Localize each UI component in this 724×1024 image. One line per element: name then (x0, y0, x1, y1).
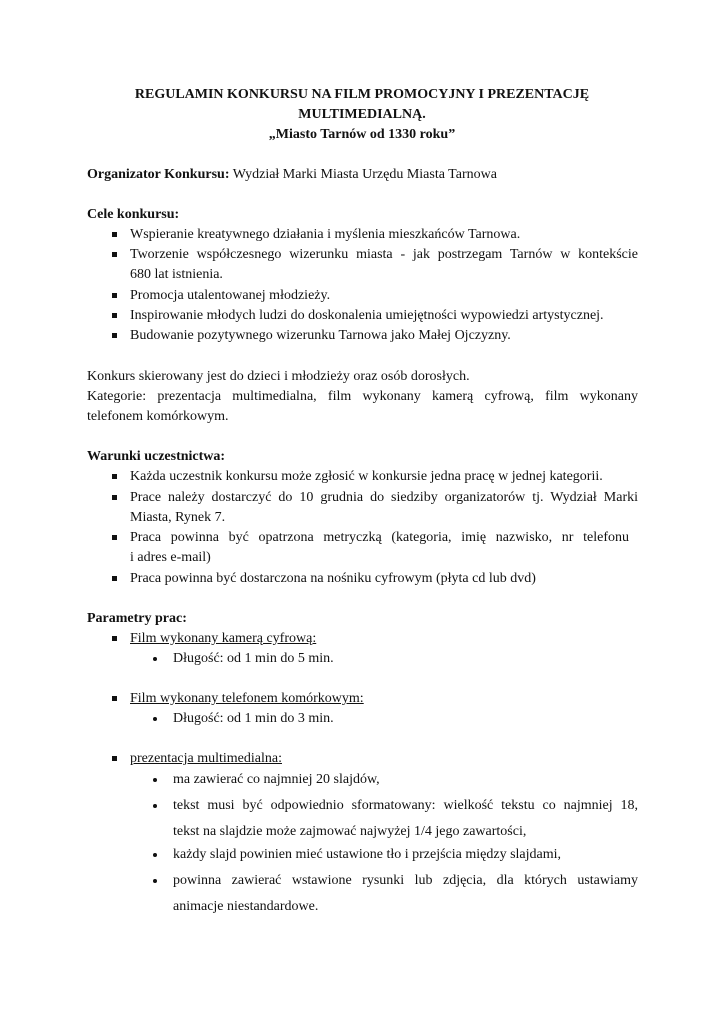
bullet-square-icon (112, 696, 117, 701)
phone-film-label: Film wykonany telefonem komórkowym: (130, 691, 364, 706)
condition-item-continuation: i adres e-mail) (130, 550, 211, 565)
condition-item: Prace należy dostarczyć do 10 grudnia do siedziby organizatorów tj. Wydział Marki (130, 490, 638, 505)
bullet-square-icon (112, 333, 117, 338)
bullet-square-icon (112, 313, 117, 318)
bullet-dot-icon (153, 717, 157, 721)
organizer-value: Wydział Marki Miasta Urzędu Miasta Tarnowa (229, 167, 497, 182)
condition-item: Każda uczestnik konkursu może zgłosić w konkursie jedna pracę w jednej kategorii. (130, 469, 603, 484)
bullet-square-icon (112, 535, 117, 540)
goals-heading: Cele konkursu: (87, 207, 180, 222)
presentation-item-continuation: tekst na slajdzie może zajmować najwyżej 1/4 jego zawartości, (173, 824, 527, 839)
bullet-square-icon (112, 756, 117, 761)
goal-item: Wspieranie kreatywnego działania i myślenia mieszkańców Tarnowa. (130, 227, 521, 242)
goal-item: Budowanie pozytywnego wizerunku Tarnowa jako Małej Ojczyzny. (130, 328, 511, 343)
goal-item: Tworzenie współczesnego wizerunku miasta - jak postrzegam Tarnów w kontekście (130, 247, 638, 262)
presentation-item: tekst musi być odpowiednio sformatowany: wielkość tekstu co najmniej 18, (173, 798, 638, 813)
audience-line-3: telefonem komórkowym. (87, 409, 229, 424)
bullet-dot-icon (153, 853, 157, 857)
bullet-dot-icon (153, 804, 157, 808)
organizer-line (87, 168, 497, 182)
goal-item: Promocja utalentowanej młodzieży. (130, 288, 331, 303)
presentation-item: powinna zawierać wstawione rysunki lub zdjęcia, dla których ustawiamy (173, 873, 638, 888)
bullet-square-icon (112, 232, 117, 237)
bullet-dot-icon (153, 778, 157, 782)
condition-item-continuation: Miasta, Rynek 7. (130, 510, 226, 525)
bullet-square-icon (112, 576, 117, 581)
goal-item: Inspirowanie młodych ludzi do doskonalenia umiejętności wypowiedzi artystycznej. (130, 308, 604, 323)
params-heading: Parametry prac: (87, 611, 187, 626)
bullet-square-icon (112, 474, 117, 479)
phone-film-length: Długość: od 1 min do 3 min. (173, 711, 334, 726)
presentation-label: prezentacja multimedialna: (130, 751, 282, 766)
bullet-square-icon (112, 293, 117, 298)
camera-film-label: Film wykonany kamerą cyfrową: (130, 631, 317, 646)
bullet-dot-icon (153, 657, 157, 661)
audience-line-2: Kategorie: prezentacja multimedialna, film wykonany kamerą cyfrową, film wykonany (87, 389, 638, 404)
audience-line-1: Konkurs skierowany jest do dzieci i młodzieży oraz osób dorosłych. (87, 369, 470, 384)
condition-item: Praca powinna być opatrzona metryczką (kategoria, imię nazwisko, nr telefonu (130, 530, 629, 545)
bullet-square-icon (112, 636, 117, 641)
organizer-label: Organizator Konkursu: (87, 167, 230, 182)
camera-film-length: Długość: od 1 min do 5 min. (173, 651, 334, 666)
goal-item-continuation: 680 lat istnienia. (130, 267, 223, 282)
presentation-item: każdy slajd powinien mieć ustawione tło i przejścia między slajdami, (173, 847, 562, 862)
bullet-square-icon (112, 495, 117, 500)
title-line-2: MULTIMEDIALNĄ. (298, 107, 426, 122)
presentation-item-continuation: animacje niestandardowe. (173, 899, 319, 914)
title-line-1: REGULAMIN KONKURSU NA FILM PROMOCYJNY I PREZENTACJĘ (134, 87, 590, 102)
title-line-3: „Miasto Tarnów od 1330 roku” (268, 127, 456, 142)
bullet-dot-icon (153, 879, 157, 883)
presentation-item: ma zawierać co najmniej 20 slajdów, (173, 772, 380, 787)
condition-item: Praca powinna być dostarczona na nośniku cyfrowym (płyta cd lub dvd) (130, 571, 536, 586)
conditions-heading: Warunki uczestnictwa: (87, 449, 226, 464)
bullet-square-icon (112, 252, 117, 257)
